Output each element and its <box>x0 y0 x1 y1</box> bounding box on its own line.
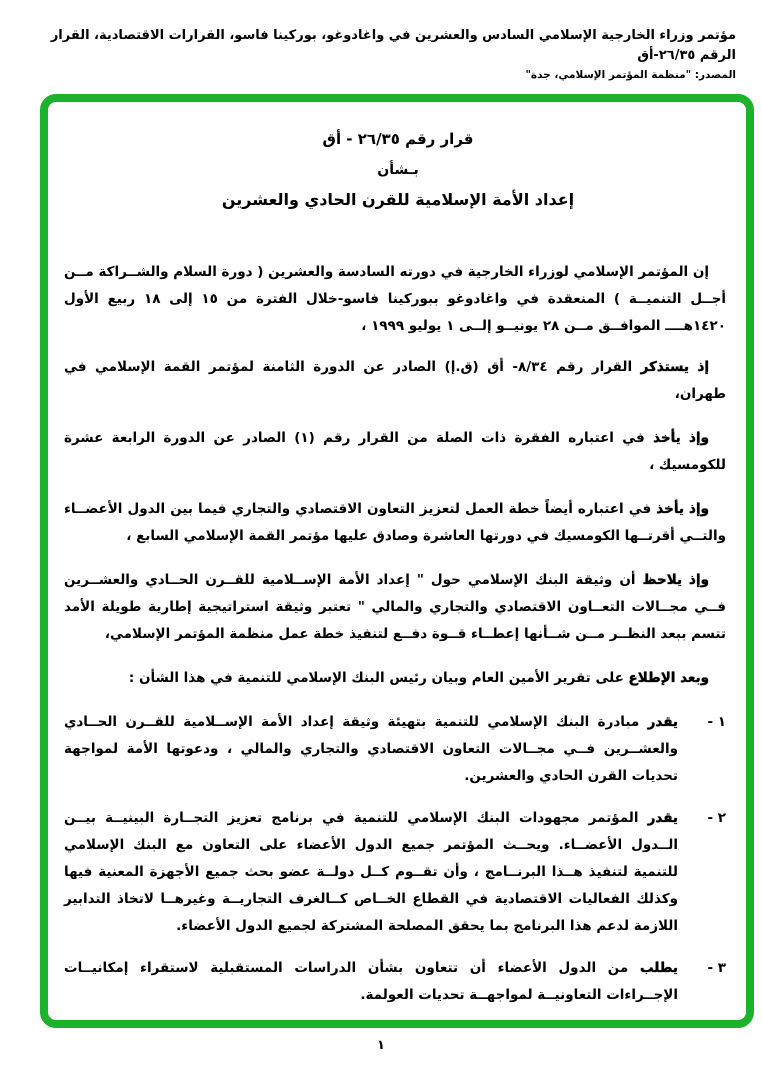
title-block <box>62 130 734 209</box>
list-item-rest: المؤتمر مجهودات البنك الإسلامي للتنمية في برنامج تعزيز التجــارة البينيــة بيــن الــدول الأعضــاء. ويحــث المؤتمر جميع الدول الأعضاء على التعاون مع البنك الإسلامي للتنمية لتنفيذ هــذا البرنــامج ، وأن تقــوم كــل دولــة عضو بحث جميع الأجهزة المعنية فيها وكذلك الفعاليات الاقتصادية في القطاع الخــاص كــالغرف التجاريــة وغيرهــا لاتخاذ التدابير اللازمة لدعم هذا البرنامج بما يحقق المصلحة المشتركة لجميع الدول الأعضاء. <box>64 810 678 934</box>
list-item-number: ١ - <box>707 714 726 730</box>
paragraph-lead: وإذ يلاحظ <box>642 572 709 588</box>
content-border-box <box>40 94 754 1028</box>
page-number: ١ <box>377 1038 385 1053</box>
paragraph-lead: وبعد الإطلاع <box>628 670 709 686</box>
taking-into-account-also-paragraph <box>64 496 726 550</box>
taking-into-account-paragraph <box>64 425 726 479</box>
list-item <box>64 955 726 1009</box>
paragraph-text: في اعتباره أيضاً خطة العمل لتعزيز التعاون الاقتصادي والتجاري فيما بين الدول الأعضــاء والتــي أقرتــها الكومسيك في دورتها العاشرة وصادق عليها مؤتمر القمة الإسلامي السابع ، <box>64 501 726 544</box>
document-header <box>24 26 736 81</box>
list-item <box>64 709 726 790</box>
paragraph-text: إن المؤتمر الإسلامي لوزراء الخارجية في دورته السادسة والعشرين ( دورة السلام والشــراكة مــن أجــل التنميــة ) المنعقدة في واغادوغو ببوركينا فاسو-خلال الفترة من ١٥ إلى ١٨ ربيع الأول ١٤٢٠هــــ الموافــق مــن ٢٨ يونيــو إلــى ١ يوليو ١٩٩٩ ، <box>64 264 726 334</box>
list-item-lead: يقدر <box>647 810 678 826</box>
list-item-number: ٣ - <box>707 960 726 976</box>
list-item-text <box>64 805 678 940</box>
list-item-text <box>64 709 678 790</box>
paragraph-lead: إذ يستذكر <box>640 359 709 375</box>
list-item-text <box>64 955 678 1009</box>
recalling-paragraph <box>64 354 726 408</box>
resolution-body <box>62 259 734 1009</box>
paragraph-lead: وإذ يأخذ <box>653 430 709 446</box>
paragraph-text: القرار رقم ٨/٣٤- أق (ق.إ) الصادر عن الدورة الثامنة لمؤتمر القمة الإسلامي في طهران، <box>64 359 726 402</box>
list-item-number: ٢ - <box>707 810 726 826</box>
resolution-subject-title: إعداد الأمة الإسلامية للقرن الحادي والعشرين <box>221 190 575 209</box>
paragraph-text: على تقرير الأمين العام وبيان رئيس البنك الإسلامي للتنمية في هذا الشأن : <box>128 670 629 686</box>
operative-clauses-list <box>64 709 726 1009</box>
paragraph-text: في اعتباره الفقرة ذات الصلة من القرار رقم (١) الصادر عن الدورة الرابعة عشرة للكومسيك ، <box>64 430 726 473</box>
list-item-lead: يطلب <box>639 960 678 976</box>
title-regarding: بـشأن <box>377 162 419 178</box>
having-reviewed-paragraph <box>64 665 726 692</box>
list-item-rest: مبادرة البنك الإسلامي للتنمية بتهيئة وثيقة إعداد الأمة الإســلامية للقــرن الحــادي والعشــرين فــي مجــالات التعاون الاقتصادي والتجاري والمالي ، ودعوتها الأمة لمواجهة تحديات القرن الحادي والعشرين. <box>64 714 678 784</box>
list-item-lead: يقدر <box>647 714 678 730</box>
list-item <box>64 805 726 940</box>
resolution-number-title: قرار رقم ٢٦/٣٥ - أق <box>322 130 474 148</box>
header-publisher-line: المصدر: "منظمة المؤتمر الإسلامي، جدة" <box>525 69 736 81</box>
paragraph-lead: وإذ يأخذ <box>656 501 710 517</box>
paragraph-text: أن وثيقة البنك الإسلامي حول " إعداد الأمة الإســلامية للقــرن الحــادي والعشــرين فــي مجــالات التعــاون الاقتصادي والتجاري والمالي " تعتبر وثيقة استراتيجية إطارية طويلة الأمد تتسم ببعد النظــر مــن شــأنها إعطــاء قــوة دفــع لتنفيذ خطة عمل منظمة المؤتمر الإسلامي، <box>64 572 726 642</box>
list-item-rest: من الدول الأعضاء أن تتعاون بشأن الدراسات المستقبلية لاستقراء إمكانيــات الإجــراءات التعاونيــة لمواجهــة تحديات العولمة. <box>64 960 678 1003</box>
header-source-line: مؤتمر وزراء الخارجية الإسلامي السادس والعشرين في واغادوغو، بوركينا فاسو، القرارات الاقتصادية، القرار الرقم ٢٦/٣٥-أق <box>50 28 736 63</box>
noting-paragraph <box>64 567 726 648</box>
preamble-paragraph <box>64 259 726 340</box>
